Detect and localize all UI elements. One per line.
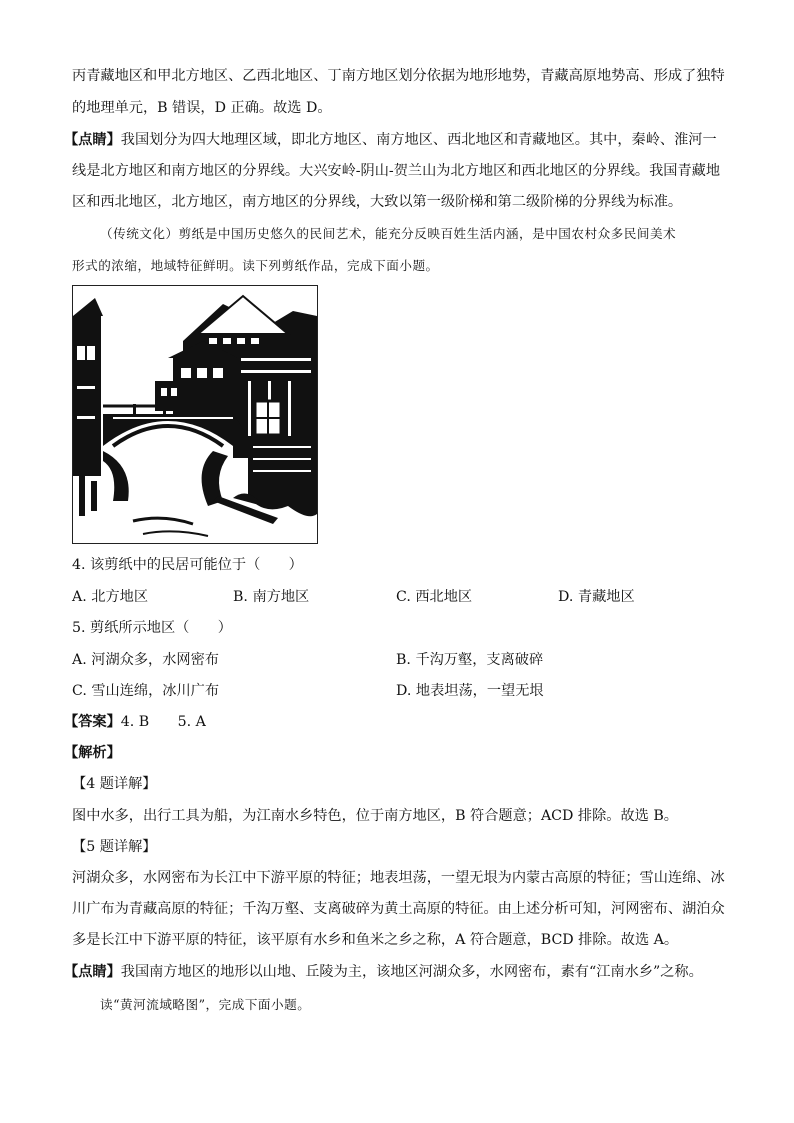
paragraph-line: 的地理单元，B 错误，D 正确。故选 D。 [72,100,332,116]
paragraph-line: 区和西北地区，北方地区，南方地区的分界线，大致以第一级阶梯和第二级阶梯的分界线为标准。 [72,194,683,210]
option-d: D. 地表坦荡，一望无垠 [396,683,544,699]
detail-tag: 【5 题详解】 [72,839,157,855]
detail-text: 多是长江中下游平原的特征，该平原有水乡和鱼米之乡之称，A 符合题意，BCD 排除。故选 A。 [72,932,679,948]
option-a: A. 北方地区 [72,589,149,605]
option-b: B. 南方地区 [233,589,310,605]
detail-text: 河湖众多，水网密布为长江中下游平原的特征；地表坦荡，一望无垠为内蒙古高原的特征；雪山连绵、冰 [72,870,725,886]
tip-paragraph [64,130,717,150]
intro-line: 形式的浓缩，地域特征鲜明。读下列剪纸作品，完成下面小题。 [72,258,439,273]
option-b: B. 千沟万壑，支离破碎 [396,652,544,668]
intro-line: 读“黄河流域略图”，完成下面小题。 [100,997,311,1012]
question-stem: 4. 该剪纸中的民居可能位于（ ） [72,557,303,573]
answer-tag: 【答案】 [64,714,121,730]
answer-text: 4. B 5. A [120,714,206,730]
answer-line [64,712,206,732]
tip-paragraph [64,962,703,982]
detail-tag: 【4 题详解】 [72,776,157,792]
tip-text: 我国南方地区的地形以山地、丘陵为主，该地区河湖众多，水网密布，素有“江南水乡”之称。 [120,964,703,980]
detail-text: 图中水多，出行工具为船，为江南水乡特色，位于南方地区，B 符合题意；ACD 排除。故选 B。 [72,808,678,824]
analysis-tag: 【解析】 [64,745,121,761]
tip-text: 我国划分为四大地理区域，即北方地区、南方地区、西北地区和青藏地区。其中，秦岭、淮河一 [120,132,717,148]
paragraph-line: 丙青藏地区和甲北方地区、乙西北地区、丁南方地区划分依据为地形地势，青藏高原地势高、形成了独特 [72,68,725,84]
option-c: C. 西北地区 [396,589,473,605]
intro-line: （传统文化）剪纸是中国历史悠久的民间艺术，能充分反映百姓生活内涵，是中国农村众多民间美术 [100,226,677,241]
option-a: A. 河湖众多，水网密布 [72,652,219,668]
option-d: D. 青藏地区 [558,589,635,605]
question-stem: 5. 剪纸所示地区（ ） [72,620,232,636]
paragraph-line: 线是北方地区和南方地区的分界线。大兴安岭-阴山-贺兰山为北方地区和西北地区的分界线。我国青藏地 [72,163,721,179]
tip-tag: 【点睛】 [64,964,121,980]
paper-cut-water-town-image [72,285,318,544]
detail-text: 川广布为青藏高原的特征；千沟万壑、支离破碎为黄土高原的特征。由上述分析可知，河网密布、湖泊众 [72,901,725,917]
option-c: C. 雪山连绵，冰川广布 [72,683,220,699]
tip-tag: 【点睛】 [64,132,121,148]
